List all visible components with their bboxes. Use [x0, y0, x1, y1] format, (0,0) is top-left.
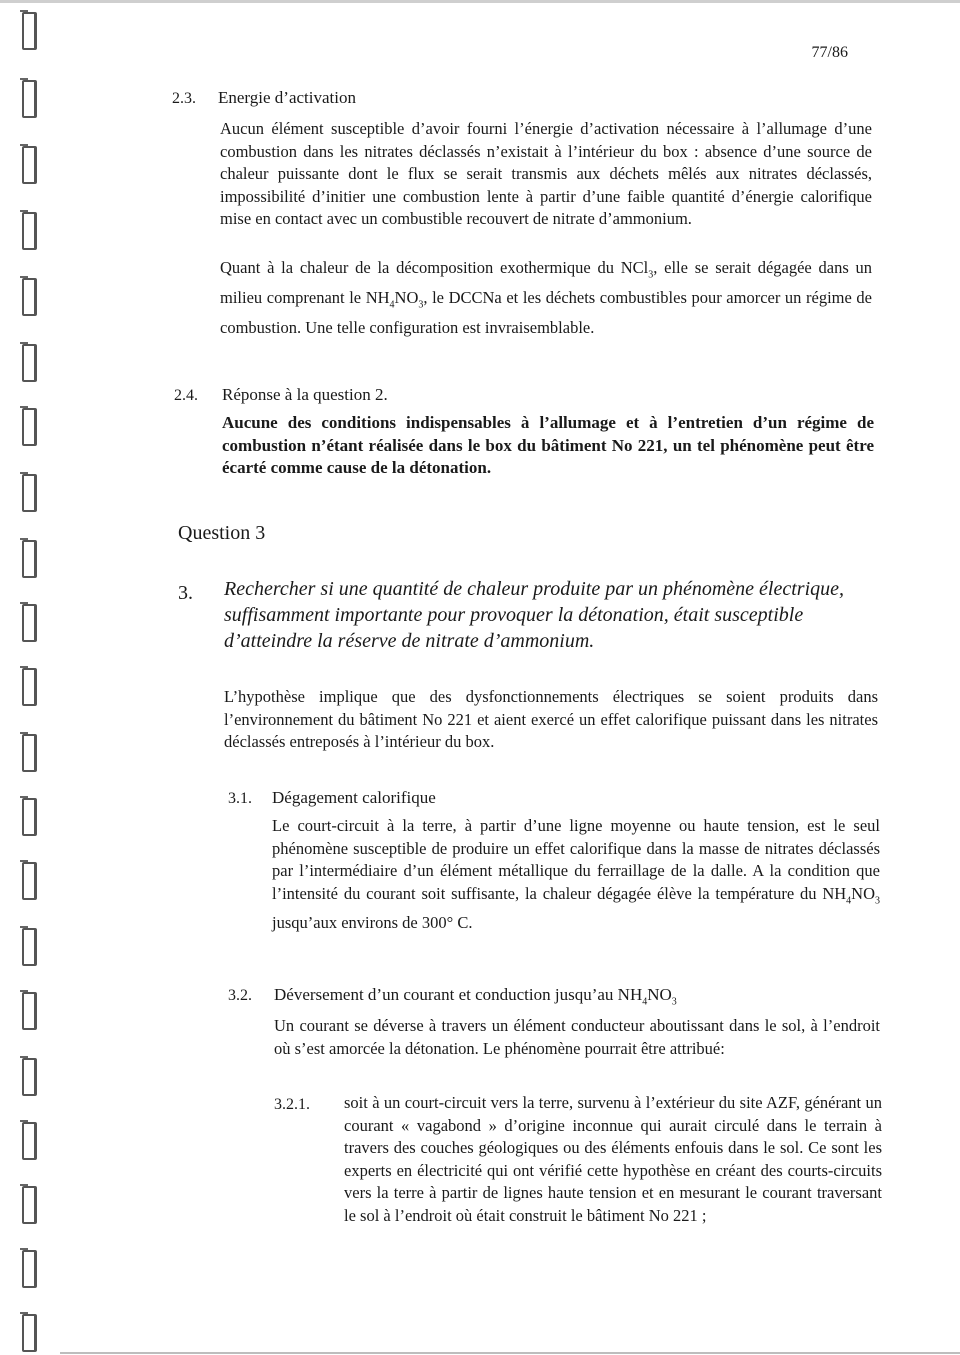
section-2-3-paragraph-2: Quant à la chaleur de la décomposition exothermique du NCl$_3$, elle se serait dégagée dans un milieu comprenant le $NH_4NO_3$, le DCCNa et les déchets combustibles pour amorcer un régime de combustion. Une telle configuration est invraisemblable. [220, 258, 872, 337]
binder-ring [22, 80, 37, 118]
binder-ring [22, 928, 37, 966]
binder-ring [22, 12, 37, 50]
binder-ring [22, 278, 37, 316]
section-3-2-paragraph: Un courant se déverse à travers un élément conducteur aboutissant dans le sol, à l’endroit où s’est amorcée la détonation. Le phénomène pourrait être attribué: [274, 1016, 880, 1058]
question-3-number: 3. [178, 582, 193, 604]
scan-top-edge [0, 0, 960, 3]
binder-ring [22, 1058, 37, 1096]
binder-ring [22, 1314, 37, 1352]
binder-ring [22, 408, 37, 446]
binder-ring [22, 734, 37, 772]
question-3-statement: Rechercher si une quantité de chaleur produite par un phénomène électrique, suffisamment importante pour provoquer la détonation, était susceptible d’atteindre la réserve de nitrate d’ammonium. [224, 578, 845, 652]
section-3-2-title: Déversement d’un courant et conduction jusqu’au $NH_4NO_3$ [274, 985, 677, 1008]
section-3-2-1-paragraph: soit à un court-circuit vers la terre, survenu à l’extérieur du site AZF, générant un courant « vagabond » d’origine inconnue qui aurait circulé dans le terrain à travers des couches géologiques ou des éléments enfouis dans le sol. Ce sont les experts en électricité qui ont vérifié cette hypothèse en créant des courts-circuits vers la terre à partir de lignes haute tension et en mesurant le courant traversant le sol à l’endroit où était construit le bâtiment No 221 ; [344, 1093, 882, 1225]
binder-ring [22, 474, 37, 512]
section-2-4-title: Réponse à la question 2. [222, 385, 388, 404]
scan-bottom-edge [60, 1352, 960, 1354]
section-3-2-1-number: 3.2.1. [274, 1096, 310, 1113]
section-2-4-number: 2.4. [174, 387, 198, 404]
question-3-intro: L’hypothèse implique que des dysfonctionnements électriques se soient produits dans l’environnement du bâtiment No 221 et aient exercé un effet calorifique puissant dans les nitrates déclassés entreposés à l’intérieur du box. [224, 687, 878, 751]
binder-ring [22, 146, 37, 184]
binder-ring [22, 798, 37, 836]
section-2-4-answer: Aucune des conditions indispensables à l’allumage et à l’entretien d’un régime de combustion n’étant réalisée dans le box du bâtiment No 221, un tel phénomène peut être écarté comme cause de la détonation. [222, 413, 874, 477]
binder-ring [22, 668, 37, 706]
binder-ring [22, 992, 37, 1030]
section-3-2-number: 3.2. [228, 987, 252, 1004]
binder-ring [22, 1186, 37, 1224]
section-2-3-number: 2.3. [172, 90, 196, 107]
binder-ring [22, 862, 37, 900]
binder-ring [22, 604, 37, 642]
section-2-3-title: Energie d’activation [218, 88, 356, 107]
binder-ring [22, 344, 37, 382]
binder-ring [22, 540, 37, 578]
section-3-1-title: Dégagement calorifique [272, 788, 436, 807]
section-3-1-paragraph: Le court-circuit à la terre, à partir d’une ligne moyenne ou haute tension, est le seul phénomène susceptible de produire un effet calorifique dans la masse de nitrates déclassés par l’intermédiaire d’un élément métallique du ferraillage de la dalle. A la condition que l’intensité du courant soit suffisante, la chaleur dégagée élève la température du $NH_4NO_3$ jusqu’aux environs de 300° C. [272, 816, 880, 933]
page-number: 77/86 [811, 44, 848, 61]
binder-ring [22, 212, 37, 250]
section-3-1-number: 3.1. [228, 790, 252, 807]
binder-rings [22, 0, 46, 1355]
binder-ring [22, 1122, 37, 1160]
question-3-heading: Question 3 [178, 522, 266, 544]
section-2-3-paragraph-1: Aucun élément susceptible d’avoir fourni l’énergie d’activation nécessaire à l’allumage d’une combustion dans les nitrates déclassés n’existait à l’intérieur du box : absence d’une source de chaleur puissante dont le flux se serait transmis aux déchets mêlés aux nitrates déclassés, impossibilité d’initier une combustion lente à partir d’une faible quantité d’énergie calorifique mise en contact avec un combustible recouvert de nitrate d’ammonium. [220, 119, 872, 228]
binder-ring [22, 1250, 37, 1288]
